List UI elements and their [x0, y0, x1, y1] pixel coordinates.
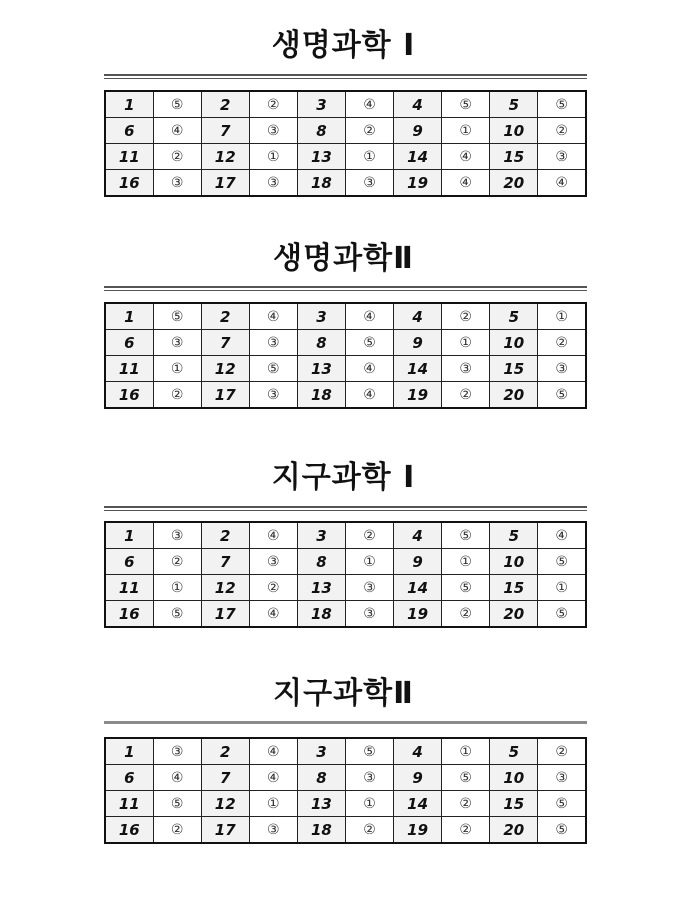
answer-row: [105, 765, 586, 791]
answer-choice: ③: [249, 817, 297, 844]
answer-choice: ⑤: [153, 791, 201, 817]
answer-choice: ②: [249, 575, 297, 601]
question-number: 1: [105, 738, 153, 765]
answer-choice: ④: [345, 382, 393, 409]
answer-choice: ①: [153, 356, 201, 382]
question-number: 16: [105, 382, 153, 409]
answer-choice: ③: [442, 356, 490, 382]
answer-choice: ①: [538, 303, 586, 330]
answer-choice: ③: [153, 330, 201, 356]
answer-choice: ⑤: [442, 522, 490, 549]
question-number: 6: [105, 118, 153, 144]
question-number: 4: [394, 522, 442, 549]
question-number: 7: [201, 118, 249, 144]
question-number: 8: [297, 330, 345, 356]
question-number: 2: [201, 522, 249, 549]
question-number: 11: [105, 144, 153, 170]
question-number: 15: [490, 356, 538, 382]
question-number: 15: [490, 791, 538, 817]
question-number: 3: [297, 91, 345, 118]
answer-choice: ②: [153, 817, 201, 844]
answer-choice: ②: [345, 118, 393, 144]
answer-choice: ②: [153, 144, 201, 170]
answer-choice: ②: [442, 817, 490, 844]
question-number: 9: [394, 330, 442, 356]
question-number: 20: [490, 817, 538, 844]
question-number: 15: [490, 144, 538, 170]
answer-choice: ①: [249, 144, 297, 170]
question-number: 6: [105, 765, 153, 791]
answer-choice: ⑤: [153, 601, 201, 628]
question-number: 16: [105, 817, 153, 844]
answer-choice: ⑤: [153, 303, 201, 330]
answer-row: [105, 91, 586, 118]
question-number: 17: [201, 170, 249, 197]
answer-choice: ⑤: [538, 549, 586, 575]
answer-choice: ④: [153, 118, 201, 144]
answer-choice: ②: [153, 549, 201, 575]
section-title: 지구과학Ⅱ: [273, 676, 414, 711]
answer-choice: ⑤: [249, 356, 297, 382]
answer-row: [105, 601, 586, 628]
answer-table: [104, 90, 587, 197]
question-number: 1: [105, 303, 153, 330]
answer-choice: ②: [345, 522, 393, 549]
answer-choice: ⑤: [345, 738, 393, 765]
answer-choice: ②: [442, 303, 490, 330]
question-number: 6: [105, 549, 153, 575]
answer-choice: ②: [538, 738, 586, 765]
answer-choice: ③: [249, 170, 297, 197]
question-number: 18: [297, 601, 345, 628]
question-number: 6: [105, 330, 153, 356]
answer-choice: ②: [442, 791, 490, 817]
answer-choice: ②: [442, 601, 490, 628]
question-number: 17: [201, 382, 249, 409]
question-number: 13: [297, 356, 345, 382]
answer-choice: ②: [538, 330, 586, 356]
question-number: 10: [490, 330, 538, 356]
question-number: 5: [490, 91, 538, 118]
question-number: 10: [490, 118, 538, 144]
question-number: 9: [394, 118, 442, 144]
question-number: 8: [297, 118, 345, 144]
question-number: 1: [105, 91, 153, 118]
answer-choice: ①: [345, 144, 393, 170]
answer-row: [105, 549, 586, 575]
question-number: 20: [490, 170, 538, 197]
answer-choice: ⑤: [538, 91, 586, 118]
question-number: 1: [105, 522, 153, 549]
question-number: 11: [105, 575, 153, 601]
question-number: 10: [490, 765, 538, 791]
answer-row: [105, 738, 586, 765]
answer-choice: ⑤: [442, 575, 490, 601]
question-number: 14: [394, 791, 442, 817]
answer-choice: ④: [345, 303, 393, 330]
answer-row: [105, 356, 586, 382]
answer-choice: ③: [345, 170, 393, 197]
answer-choice: ⑤: [538, 791, 586, 817]
question-number: 12: [201, 575, 249, 601]
answer-choice: ③: [345, 765, 393, 791]
answer-choice: ③: [249, 330, 297, 356]
answer-choice: ⑤: [345, 330, 393, 356]
answer-choice: ③: [249, 118, 297, 144]
answer-choice: ④: [249, 765, 297, 791]
answer-row: [105, 170, 586, 197]
answer-choice: ④: [442, 144, 490, 170]
question-number: 13: [297, 575, 345, 601]
question-number: 7: [201, 330, 249, 356]
answer-choice: ⑤: [538, 382, 586, 409]
answer-choice: ①: [442, 118, 490, 144]
answer-choice: ⑤: [442, 91, 490, 118]
answer-row: [105, 817, 586, 844]
answer-choice: ④: [249, 522, 297, 549]
question-number: 16: [105, 170, 153, 197]
question-number: 5: [490, 738, 538, 765]
answer-choice: ①: [345, 549, 393, 575]
answer-table: [104, 737, 587, 844]
answer-choice: ④: [153, 765, 201, 791]
question-number: 14: [394, 144, 442, 170]
answer-row: [105, 575, 586, 601]
answer-choice: ①: [345, 791, 393, 817]
question-number: 2: [201, 91, 249, 118]
question-number: 14: [394, 356, 442, 382]
answer-row: [105, 330, 586, 356]
answer-choice: ①: [442, 738, 490, 765]
answer-choice: ③: [538, 144, 586, 170]
question-number: 19: [394, 817, 442, 844]
answer-choice: ④: [345, 356, 393, 382]
answer-choice: ③: [538, 765, 586, 791]
question-number: 8: [297, 549, 345, 575]
answer-choice: ③: [153, 738, 201, 765]
answer-choice: ②: [442, 382, 490, 409]
answer-choice: ⑤: [442, 765, 490, 791]
question-number: 18: [297, 817, 345, 844]
question-number: 13: [297, 144, 345, 170]
answer-row: [105, 791, 586, 817]
answer-choice: ③: [538, 356, 586, 382]
question-number: 14: [394, 575, 442, 601]
title-divider: [104, 286, 587, 291]
answer-choice: ①: [442, 549, 490, 575]
answer-choice: ④: [538, 522, 586, 549]
answer-choice: ⑤: [538, 601, 586, 628]
answer-choice: ⑤: [538, 817, 586, 844]
question-number: 7: [201, 549, 249, 575]
answer-table: [104, 521, 587, 628]
answer-row: [105, 522, 586, 549]
question-number: 16: [105, 601, 153, 628]
answer-choice: ①: [153, 575, 201, 601]
question-number: 7: [201, 765, 249, 791]
answer-row: [105, 303, 586, 330]
answer-choice: ③: [345, 575, 393, 601]
answer-row: [105, 118, 586, 144]
answer-table: [104, 302, 587, 409]
section-title: 생명과학Ⅱ: [273, 241, 414, 276]
question-number: 4: [394, 91, 442, 118]
answer-choice: ③: [249, 382, 297, 409]
answer-choice: ④: [538, 170, 586, 197]
answer-choice: ②: [249, 91, 297, 118]
question-number: 10: [490, 549, 538, 575]
answer-choice: ③: [249, 549, 297, 575]
question-number: 19: [394, 170, 442, 197]
question-number: 3: [297, 522, 345, 549]
question-number: 9: [394, 765, 442, 791]
answer-choice: ①: [538, 575, 586, 601]
question-number: 3: [297, 738, 345, 765]
question-number: 18: [297, 170, 345, 197]
question-number: 11: [105, 356, 153, 382]
question-number: 12: [201, 791, 249, 817]
title-divider: [104, 74, 587, 79]
answer-choice: ④: [345, 91, 393, 118]
answer-choice: ③: [153, 522, 201, 549]
question-number: 20: [490, 601, 538, 628]
title-divider: [104, 506, 587, 511]
answer-row: [105, 144, 586, 170]
question-number: 15: [490, 575, 538, 601]
question-number: 3: [297, 303, 345, 330]
question-number: 5: [490, 522, 538, 549]
answer-choice: ④: [249, 738, 297, 765]
answer-choice: ④: [442, 170, 490, 197]
question-number: 4: [394, 303, 442, 330]
answer-choice: ①: [249, 791, 297, 817]
question-number: 18: [297, 382, 345, 409]
answer-choice: ②: [153, 382, 201, 409]
question-number: 19: [394, 382, 442, 409]
answer-choice: ②: [345, 817, 393, 844]
answer-choice: ②: [538, 118, 586, 144]
question-number: 20: [490, 382, 538, 409]
question-number: 2: [201, 738, 249, 765]
question-number: 11: [105, 791, 153, 817]
question-number: 4: [394, 738, 442, 765]
question-number: 8: [297, 765, 345, 791]
question-number: 17: [201, 601, 249, 628]
question-number: 12: [201, 144, 249, 170]
answer-row: [105, 382, 586, 409]
title-divider: [104, 721, 587, 724]
question-number: 13: [297, 791, 345, 817]
answer-choice: ③: [345, 601, 393, 628]
question-number: 12: [201, 356, 249, 382]
section-title: 생명과학 Ⅰ: [271, 28, 416, 63]
section-title: 지구과학 Ⅰ: [271, 460, 416, 495]
question-number: 9: [394, 549, 442, 575]
question-number: 5: [490, 303, 538, 330]
answer-choice: ④: [249, 303, 297, 330]
question-number: 17: [201, 817, 249, 844]
answer-choice: ③: [153, 170, 201, 197]
answer-choice: ⑤: [153, 91, 201, 118]
answer-choice: ①: [442, 330, 490, 356]
answer-choice: ④: [249, 601, 297, 628]
question-number: 19: [394, 601, 442, 628]
question-number: 2: [201, 303, 249, 330]
